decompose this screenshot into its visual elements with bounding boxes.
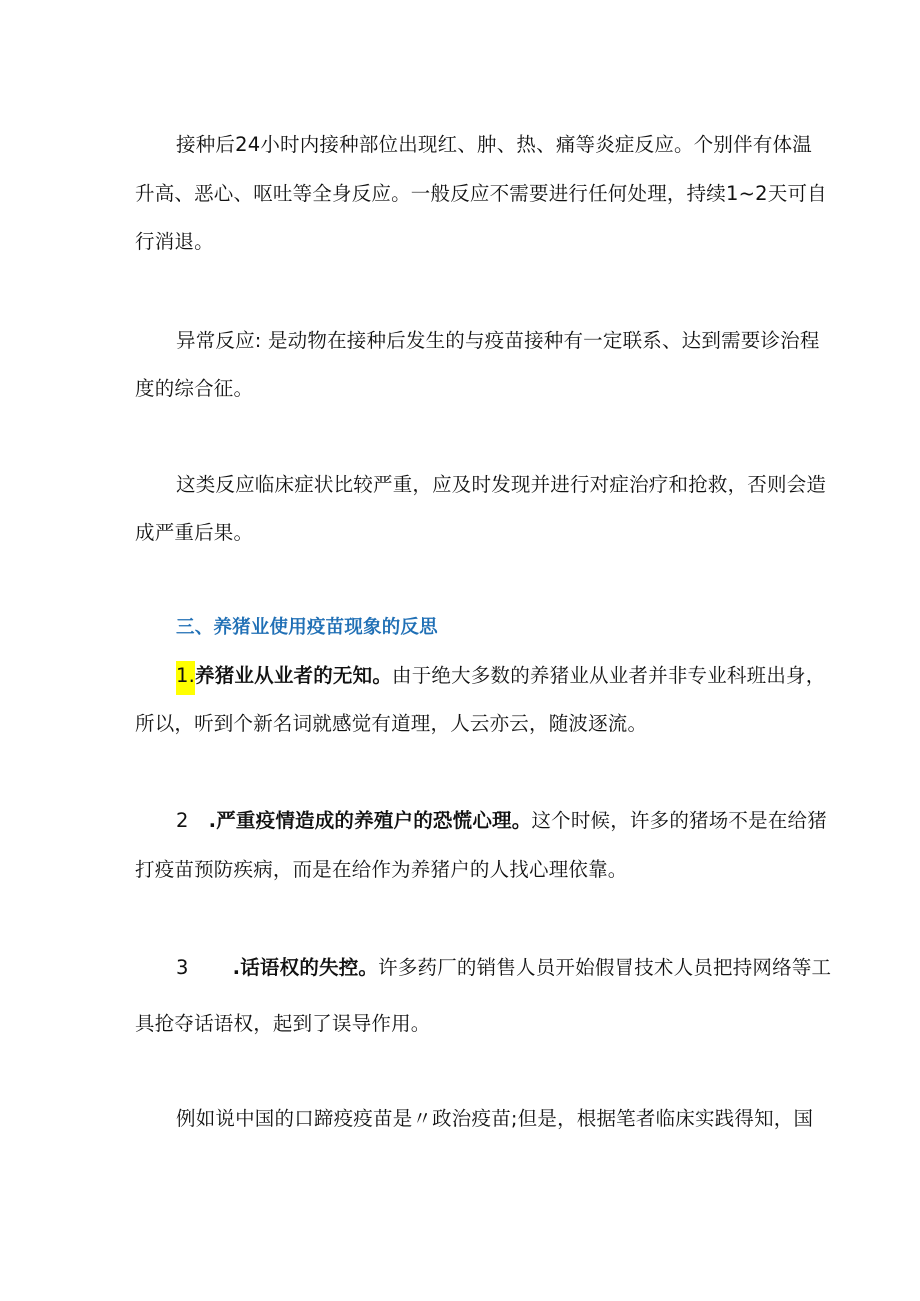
item-2-text: 这个时候，许多的猪场不是在给猪 [531, 809, 827, 832]
item-3-line-2: 具抢夺话语权，起到了误导作用。 [135, 1012, 431, 1035]
paragraph-3-line-1: 这类反应临床症状比较严重，应及时发现并进行对症治疗和抢救，否则会造 [176, 473, 827, 496]
item-2-line-2: 打疫苗预防疾病，而是在给作为养猪户的人找心理依靠。 [135, 858, 628, 881]
item-1-line-2: 所以，听到个新名词就感觉有道理，人云亦云，随波逐流。 [135, 712, 648, 735]
paragraph-3-line-2: 成严重后果。 [135, 521, 254, 544]
item-1-number: 1. [176, 661, 195, 695]
paragraph-1-line-2: 升高、恶心、呕吐等全身反应。一般反应不需要进行任何处理，持续1~2天可自 [135, 182, 827, 205]
item-1-line-1 [176, 663, 836, 695]
item-2-line-1 [176, 808, 836, 834]
item-3-text: 许多药厂的销售人员开始假冒技术人员把持网络等工 [378, 956, 832, 979]
item-2-number: 2 [176, 809, 189, 832]
paragraph-1-line-3: 行消退。 [135, 230, 214, 253]
paragraph-1-line-1: 接种后24小时内接种部位出现红、肿、热、痛等炎症反应。个别伴有体温 [176, 133, 812, 156]
item-1-title: 养猪业从业者的无知。 [195, 664, 393, 687]
item-3-number: 3 [176, 956, 189, 979]
item-3-title: .话语权的失控。 [232, 956, 379, 979]
item-2-title: .严重疫情造成的养殖户的恐慌心理。 [208, 809, 532, 832]
paragraph-2-line-1: 异常反应: 是动物在接种后发生的与疫苗接种有一定联系、达到需要诊治程 [176, 329, 820, 352]
section-heading: 三、养猪业使用疫苗现象的反思 [176, 617, 438, 638]
item-3-line-1 [176, 955, 836, 981]
paragraph-2-line-2: 度的综合征。 [135, 377, 254, 400]
paragraph-4-line-1: 例如说中国的口蹄疫疫苗是〃政治疫苗;但是，根据笔者临床实践得知，国 [176, 1107, 814, 1130]
item-1-text: 由于绝大多数的养猪业从业者并非专业科班出身， [392, 664, 826, 687]
